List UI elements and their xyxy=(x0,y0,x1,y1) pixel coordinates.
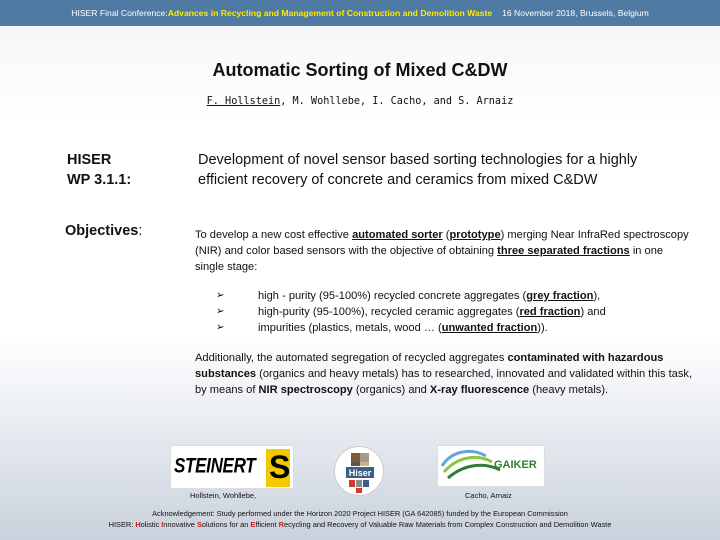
hiser-logo-text: Hiser xyxy=(348,468,372,478)
page-title: Automatic Sorting of Mixed C&DW xyxy=(212,60,508,80)
gaiker-logo-graphic-icon xyxy=(438,446,544,486)
acronym-initial: I xyxy=(161,520,164,529)
acronym-word: fficient xyxy=(255,520,279,529)
p2-text-2: (organics and heavy metals) has to researched, innovated and validated within this task, by means of xyxy=(195,368,693,396)
acronym-word: olutions for an xyxy=(201,520,251,529)
gaiker-logo xyxy=(437,445,545,487)
arrow-bullet-icon: ➢ xyxy=(216,322,225,333)
acknowledgement xyxy=(0,508,720,530)
authors xyxy=(0,96,720,107)
first-author: F. Hollstein xyxy=(206,96,281,107)
hazardous-substances-term: contaminated with hazardous substances xyxy=(195,352,664,380)
hiser-label-line1: HISER xyxy=(67,152,112,168)
red-fraction-term: red fraction xyxy=(519,306,581,318)
hiser-label-line2: WP 3.1.1: xyxy=(67,172,132,188)
caption-right: Cacho, Arnaiz xyxy=(465,491,512,500)
hiser-logo-graphic-icon xyxy=(335,447,384,496)
objectives-label xyxy=(65,223,142,239)
xray-fluorescence-term: X-ray fluorescence xyxy=(429,384,530,396)
list-item xyxy=(216,288,695,304)
steinert-logo-text: STEINERT xyxy=(174,453,256,478)
fraction-list xyxy=(216,288,695,336)
objectives-heading: Objectives xyxy=(65,223,139,239)
list-item xyxy=(216,304,695,320)
p1-text-2: ( xyxy=(442,229,450,241)
hiser-label xyxy=(67,150,131,190)
gaiker-logo-text: GAIKER xyxy=(494,459,537,471)
p1-text-4: in one single stage: xyxy=(195,245,664,273)
bullet-text: high-purity (95-100%), recycled ceramic aggregates ( xyxy=(258,306,520,318)
other-authors: , M. Wohllebe, I. Cacho, and S. Arnaiz xyxy=(280,96,514,107)
conference-name: Advances in Recycling and Management of Construction and Demolition Waste xyxy=(167,8,493,18)
p2-text-4: (heavy metals). xyxy=(529,384,609,396)
p2-text-1: Additionally, the automated segregation of recycled aggregates xyxy=(195,352,508,364)
p2-text-3: (organics) and xyxy=(352,384,430,396)
acronym-initial: E xyxy=(250,520,256,529)
acronym-word: nnovative xyxy=(163,520,197,529)
objectives-colon: : xyxy=(138,223,143,239)
acronym-word: ecycling and Recovery of Valuable Raw Materials from Complex Construction and Demolition Waste xyxy=(283,520,612,529)
hiser-logo xyxy=(334,446,384,496)
bullet-text: high - purity (95-100%) recycled concrete aggregates ( xyxy=(258,290,527,302)
grey-fraction-term: grey fraction xyxy=(526,290,594,302)
steinert-s-mark-icon xyxy=(266,449,290,487)
objectives-body xyxy=(195,227,695,398)
bullet-text-end: ), xyxy=(593,290,601,302)
p1-text-3: ) merging Near InfraRed spectroscopy (NIR) and color based sensors with the objective of obtaining xyxy=(195,229,689,257)
acronym-initial: H xyxy=(135,520,141,529)
hiser-description: Development of novel sensor based sorting technologies for a highly efficient recovery of concrete and ceramics from mixed C&DW xyxy=(198,152,638,188)
p1-text-1: To develop a new cost effective xyxy=(195,229,353,241)
nir-spectroscopy-term: NIR spectroscopy xyxy=(258,384,353,396)
caption-left: Hollstein, Wohllebe, xyxy=(190,491,257,500)
bullet-text-end: )). xyxy=(537,322,548,334)
prototype-term: prototype xyxy=(449,229,501,241)
acronym-prefix: HISER: xyxy=(108,520,136,529)
automated-sorter-term: automated sorter xyxy=(352,229,443,241)
list-item xyxy=(216,320,695,336)
arrow-bullet-icon: ➢ xyxy=(216,306,225,317)
steinert-logo xyxy=(170,445,294,489)
arrow-bullet-icon: ➢ xyxy=(216,290,225,301)
acknowledgement-line: Acknowledgement: Study performed under the Horizon 2020 Project HISER (GA 642085) funded by the European Commission xyxy=(152,509,568,518)
conference-date: 16 November 2018, Brussels, Belgium xyxy=(502,8,649,18)
conference-header-bar xyxy=(0,0,720,26)
objectives-paragraph-2 xyxy=(195,350,695,398)
bullet-text: impurities (plastics, metals, wood … ( xyxy=(258,322,442,334)
acronym-initial: R xyxy=(278,520,284,529)
bullet-text-end: ) and xyxy=(580,306,606,318)
hiser-acronym-line xyxy=(0,519,720,530)
acronym-word: olistic xyxy=(140,520,162,529)
acronym-initial: S xyxy=(196,520,202,529)
objectives-paragraph-1 xyxy=(195,227,695,275)
conference-prefix: HISER Final Conference: xyxy=(71,8,168,18)
three-fractions-term: three separated fractions xyxy=(497,245,630,257)
unwanted-fraction-term: unwanted fraction xyxy=(441,322,538,334)
